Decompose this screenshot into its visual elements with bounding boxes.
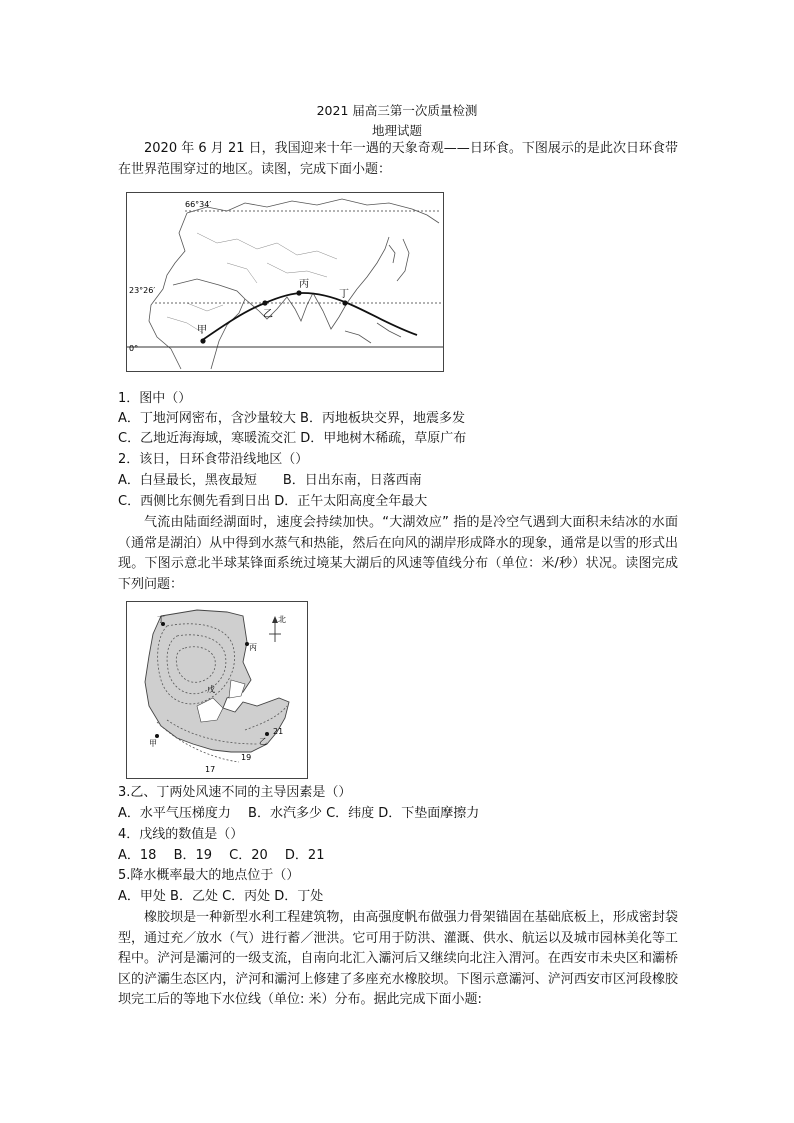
label-17: 17 [205,765,216,774]
label-tropic: 23°26′ [129,286,156,295]
label-north: 北 [278,615,286,624]
label-bing: 丙 [299,279,309,290]
lake-wind-map [126,601,308,779]
label-arctic: 66°34′ [185,200,212,209]
q4-stem: 4．戊线的数值是（） [118,827,244,842]
label-ding: 丁 [339,289,349,300]
point-jia [200,338,205,343]
q5-options: A．甲处 B．乙处 C．丙处 D．丁处 [118,889,324,904]
q2-options-cd: C．西侧比东侧先看到日出 D．正午太阳高度全年最大 [118,494,428,509]
eclipse-map-svg [127,193,443,371]
label-21: 21 [273,727,284,736]
eclipse-map [126,192,444,372]
exam-subtitle: 地理试题 [371,123,422,138]
point-ding [342,300,347,305]
label-jia: 甲 [197,325,207,336]
q3-stem: 3.乙、丁两处风速不同的主导因素是（） [118,785,352,800]
q5-stem: 5.降水概率最大的地点位于（） [118,868,300,883]
label-yi: 乙 [263,309,273,320]
label-equator: 0° [129,344,139,353]
q2-options-ab: A．白昼最长，黑夜最短 B．日出东南，日落西南 [118,473,422,488]
point-bing [296,290,301,295]
land-outlines [149,199,439,369]
label-wu: 戊 [207,685,215,694]
q2-stem: 2．该日，日环食带沿线地区（） [118,452,309,467]
point-yi-2 [265,732,269,736]
point-jia-2 [155,734,159,738]
section2-intro: 气流由陆面经湖面时，速度会持续加快。“大湖效应” 指的是冷空气遇到大面积未结冰的水面（通常是湖泊）从中得到水蒸气和热能，然后在向风的湖岸形成降水的现象，通常是以雪的形式出现。下图示意北半球某锋面系统过境某大湖后的风速等值线分布（单位：米/秒）状况。读图完成下列问题： [118,515,678,592]
q1-options-cd: C．乙地近海海域，寒暖流交汇 D．甲地树木稀疏，草原广布 [118,431,467,446]
label-ding-2: 丁 [157,615,165,624]
q1-stem: 1．图中（） [118,391,192,406]
q4-options: A．18 B．19 C．20 D．21 [118,848,325,863]
label-bing-2: 丙 [249,643,257,652]
q1-options-ab: A．丁地河网密布，含沙量较大 B．丙地板块交界，地震多发 [118,411,465,426]
exam-title: 2021 届高三第一次质量检测 [316,103,478,118]
q3-options: A．水平气压梯度力 B．水汽多少 C．纬度 D．下垫面摩擦力 [118,806,480,821]
section3-intro: 橡胶坝是一种新型水利工程建筑物，由高强度帆布做强力骨架锚固在基础底板上，形成密封袋型，通过充／放水（气）进行蓄／泄洪。它可用于防洪、灌溉、供水、航运以及城市园林美化等工程中。浐河是灞河的一级支流，自南向北汇入灞河后又继续向北注入渭河。在西安市未央区和灞桥区的浐灞生态区内，浐河和灞河上修建了多座充水橡胶坝。下图示意灞河、浐河西安市区河段橡胶坝完工后的等地下水位线（单位: 米）分布。据此完成下面小题: [118,910,678,1007]
label-jia-2: 甲 [149,739,157,748]
lake-wind-map-svg [127,602,307,778]
section1-intro: 2020 年 6 月 21 日，我国迎来十年一遇的天象奇观——日环食。下图展示的是此次日环食带在世界范围穿过的地区。读图，完成下面小题： [118,141,678,177]
label-19: 19 [241,753,252,762]
label-yi-2: 乙 [259,737,267,746]
point-yi [262,300,267,305]
